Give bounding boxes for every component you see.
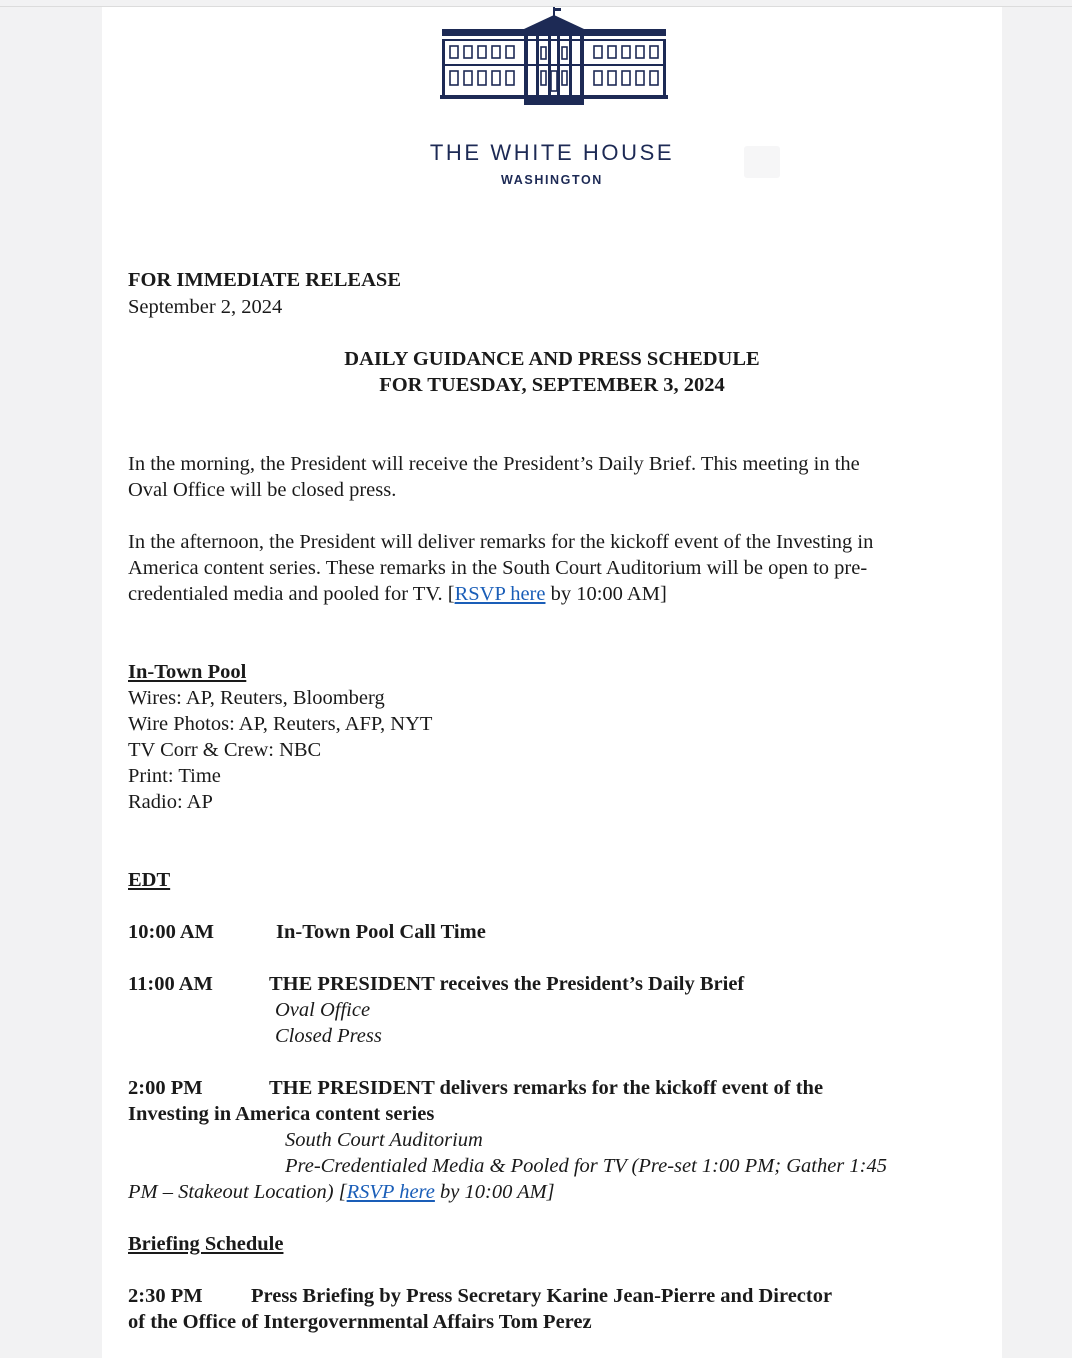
rsvp-link[interactable]: RSVP here <box>454 583 546 605</box>
schedule-event-line1: THE PRESIDENT delivers remarks for the kickoff event of the <box>269 1077 824 1099</box>
event-coverage: Closed Press <box>275 1025 382 1047</box>
pool-line: Print: Time <box>128 765 221 787</box>
schedule-time: 10:00 AM <box>128 921 214 943</box>
event-coverage-line2 <box>128 1179 555 1205</box>
afternoon-paragraph-line2: America content series. These remarks in the South Court Auditorium will be open to pre- <box>128 557 868 579</box>
morning-paragraph-line1: In the morning, the President will receive the President’s Daily Brief. This meeting in the <box>128 453 860 475</box>
pool-line: TV Corr & Crew: NBC <box>128 739 322 761</box>
schedule-event-line2: Investing in America content series <box>128 1103 435 1125</box>
pool-line: Wire Photos: AP, Reuters, AFP, NYT <box>128 713 433 735</box>
afternoon-paragraph-line3 <box>128 581 978 607</box>
release-date: September 2, 2024 <box>128 296 283 318</box>
afternoon-deadline: by 10:00 AM] <box>545 583 667 605</box>
schedule-event: In-Town Pool Call Time <box>276 921 486 943</box>
briefing-event-line2: of the Office of Intergovernmental Affairs Tom Perez <box>128 1311 592 1333</box>
schedule-event: THE PRESIDENT receives the President’s Daily Brief <box>269 973 745 995</box>
white-house-building-logo <box>440 7 668 107</box>
briefing-time: 2:30 PM <box>128 1285 203 1307</box>
morning-paragraph-line2: Oval Office will be closed press. <box>128 479 397 501</box>
decorative-square <box>744 146 780 178</box>
schedule-heading-line2: FOR TUESDAY, SEPTEMBER 3, 2024 <box>379 374 725 396</box>
timezone-heading: EDT <box>128 869 171 891</box>
pool-heading: In-Town Pool <box>128 661 247 683</box>
event-location: Oval Office <box>275 999 371 1021</box>
schedule-time: 11:00 AM <box>128 973 213 995</box>
event-coverage-line1: Pre-Credentialed Media & Pooled for TV (Pre-set 1:00 PM; Gather 1:45 <box>285 1155 887 1177</box>
press-release-document <box>102 7 1002 1358</box>
release-label: FOR IMMEDIATE RELEASE <box>128 269 401 291</box>
pool-line: Radio: AP <box>128 791 213 813</box>
rsvp-link[interactable]: RSVP here <box>346 1181 435 1203</box>
afternoon-text: credentialed media and pooled for TV. [ <box>128 583 455 605</box>
afternoon-paragraph-line1: In the afternoon, the President will deliver remarks for the kickoff event of the Investing in <box>128 531 874 553</box>
briefing-heading: Briefing Schedule <box>128 1233 284 1255</box>
event-location: South Court Auditorium <box>285 1129 483 1151</box>
pool-line: Wires: AP, Reuters, Bloomberg <box>128 687 385 709</box>
letterhead-subtitle: WASHINGTON <box>501 173 603 187</box>
coverage-deadline: by 10:00 AM] <box>434 1181 555 1203</box>
briefing-event-line1: Press Briefing by Press Secretary Karine Jean-Pierre and Director <box>251 1285 833 1307</box>
schedule-time: 2:00 PM <box>128 1077 203 1099</box>
coverage-text: PM – Stakeout Location) [ <box>128 1181 347 1203</box>
schedule-heading-line1: DAILY GUIDANCE AND PRESS SCHEDULE <box>344 348 760 370</box>
letterhead-title: THE WHITE HOUSE <box>429 140 675 165</box>
